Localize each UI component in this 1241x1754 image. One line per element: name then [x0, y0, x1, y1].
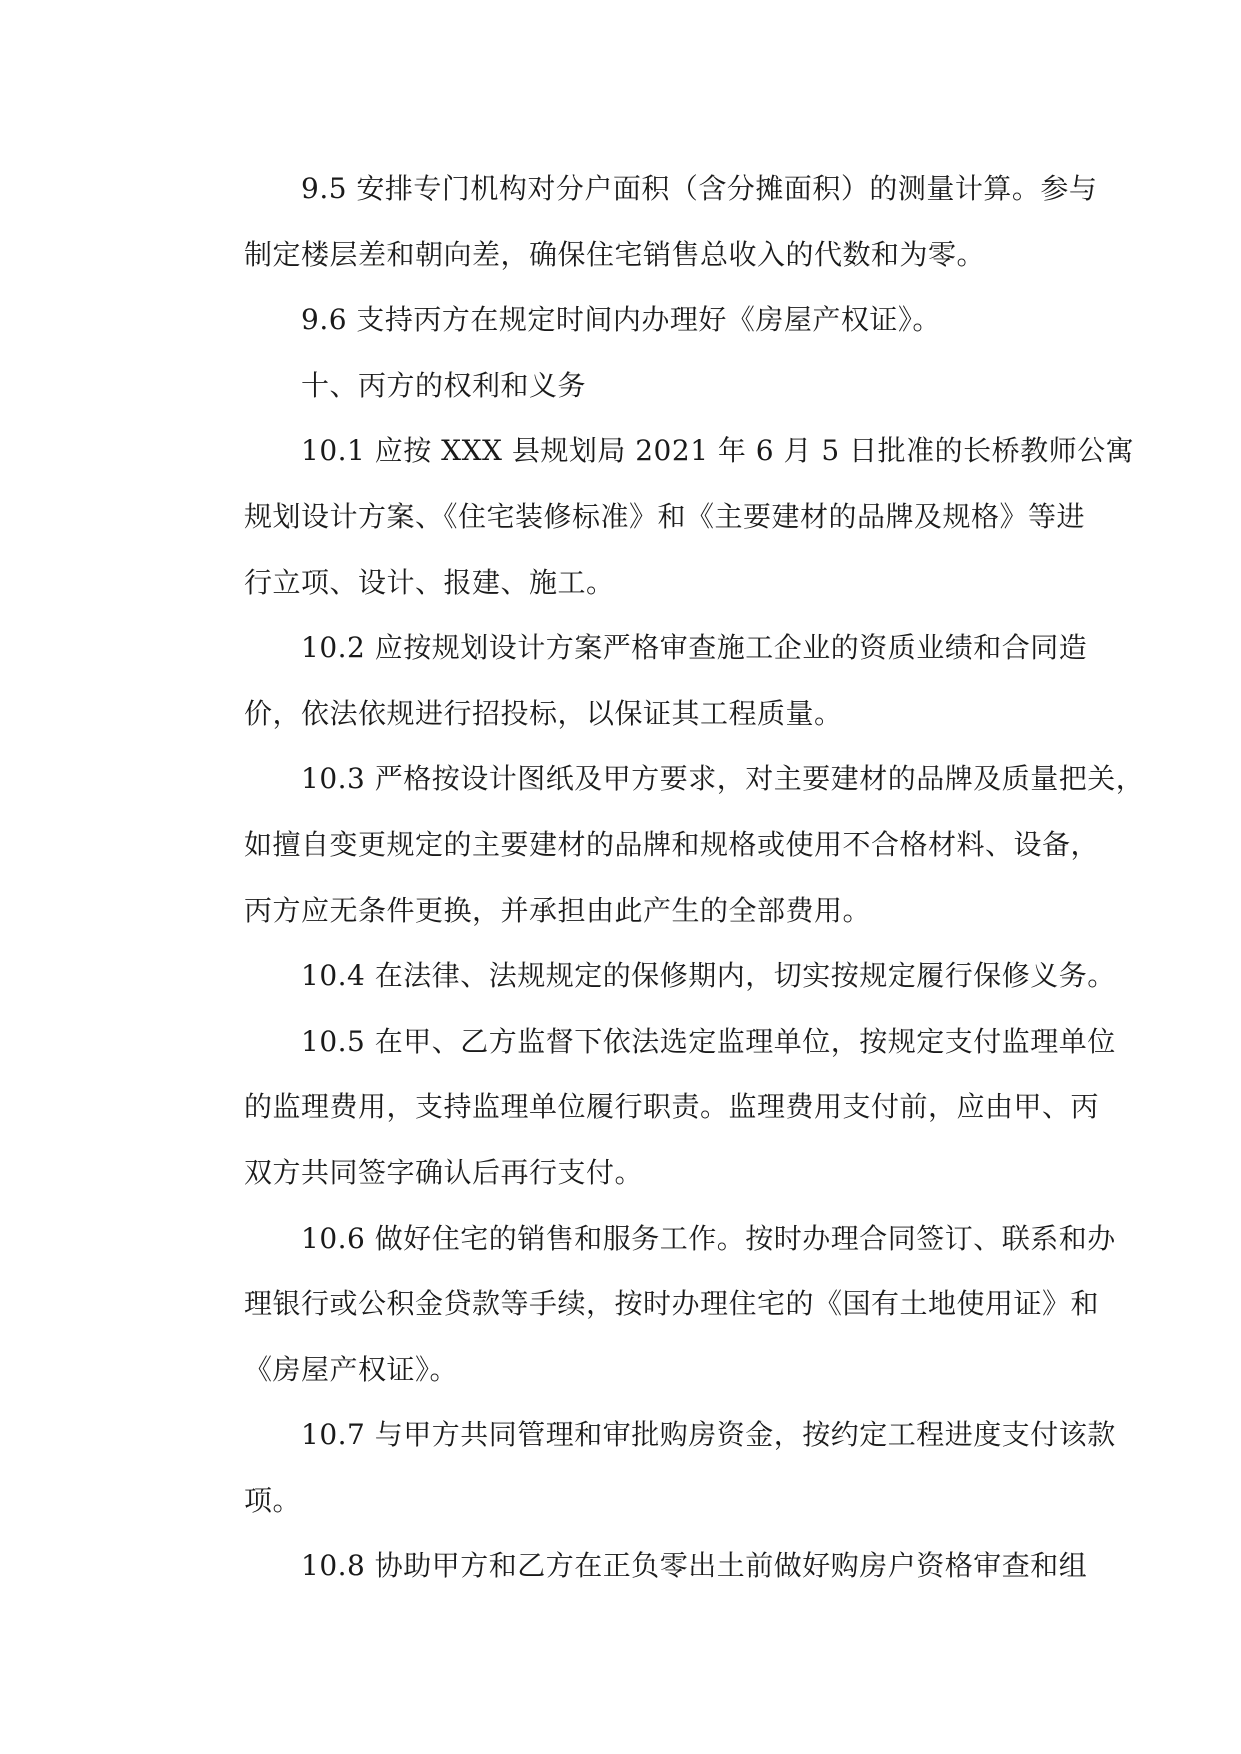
text-line: 理银行或公积金贷款等手续，按时办理住宅的《国有土地使用证》和 — [244, 1287, 1100, 1321]
paragraph-p-10-5 — [188, 1009, 1116, 1206]
text-line: 行立项、设计、报建、施工。 — [244, 565, 615, 599]
paragraph-p-10-6 — [188, 1206, 1116, 1403]
text-line: 10.2 应按规划设计方案严格审查施工企业的资质业绩和合同造 — [301, 631, 1088, 665]
document-body — [188, 156, 1145, 1599]
paragraph-p-10-2 — [188, 615, 1088, 746]
text-line: 双方共同签字确认后再行支付。 — [244, 1155, 644, 1189]
text-line: 规划设计方案、《住宅装修标准》和《主要建材的品牌及规格》等进 — [244, 499, 1086, 533]
text-line: 9.5 安排专门机构对分户面积（含分摊面积）的测量计算。参与 — [301, 172, 1098, 205]
paragraph-p-10-4 — [188, 943, 1116, 1009]
text-line: 10.4 在法律、法规规定的保修期内，切实按规定履行保修义务。 — [301, 959, 1116, 993]
text-line: 价，依法依规进行招投标，以保证其工程质量。 — [244, 696, 843, 730]
text-line: 制定楼层差和朝向差，确保住宅销售总收入的代数和为零。 — [244, 237, 986, 271]
text-line: 10.5 在甲、乙方监督下依法选定监理单位，按规定支付监理单位 — [301, 1024, 1116, 1058]
text-line: 《房屋产权证》。 — [244, 1352, 459, 1386]
paragraph-p-10-7 — [188, 1402, 1116, 1533]
text-line: 10.6 做好住宅的销售和服务工作。按时办理合同签订、联系和办 — [301, 1221, 1116, 1255]
text-line: 如擅自变更规定的主要建材的品牌和规格或使用不合格材料、设备， — [244, 827, 1100, 861]
text-line: 10.7 与甲方共同管理和审批购房资金，按约定工程进度支付该款 — [301, 1418, 1116, 1452]
text-line: 10.1 应按 XXX 县规划局 2021 年 6 月 5 日批准的长桥教师公寓 — [301, 434, 1135, 468]
paragraph-p-9-5 — [188, 156, 1098, 287]
paragraph-p-10-1 — [188, 418, 1135, 615]
paragraph-p-9-6 — [188, 287, 1054, 353]
paragraph-p-10-3 — [188, 746, 1145, 943]
text-line: 丙方应无条件更换，并承担由此产生的全部费用。 — [244, 893, 872, 927]
text-line: 10.8 协助甲方和乙方在正负零出土前做好购房户资格审查和组 — [301, 1549, 1088, 1583]
text-line: 10.3 严格按设计图纸及甲方要求，对主要建材的品牌及质量把关， — [301, 762, 1145, 796]
text-line: 项。 — [244, 1483, 302, 1517]
paragraph-p-10-8 — [188, 1533, 1088, 1599]
text-line: 的监理费用，支持监理单位履行职责。监理费用支付前，应由甲、丙 — [244, 1090, 1100, 1124]
text-line: 十、丙方的权利和义务 — [301, 368, 587, 402]
paragraph-p-heading-10 — [188, 353, 1054, 419]
text-line: 9.6 支持丙方在规定时间内办理好《房屋产权证》。 — [301, 303, 941, 337]
